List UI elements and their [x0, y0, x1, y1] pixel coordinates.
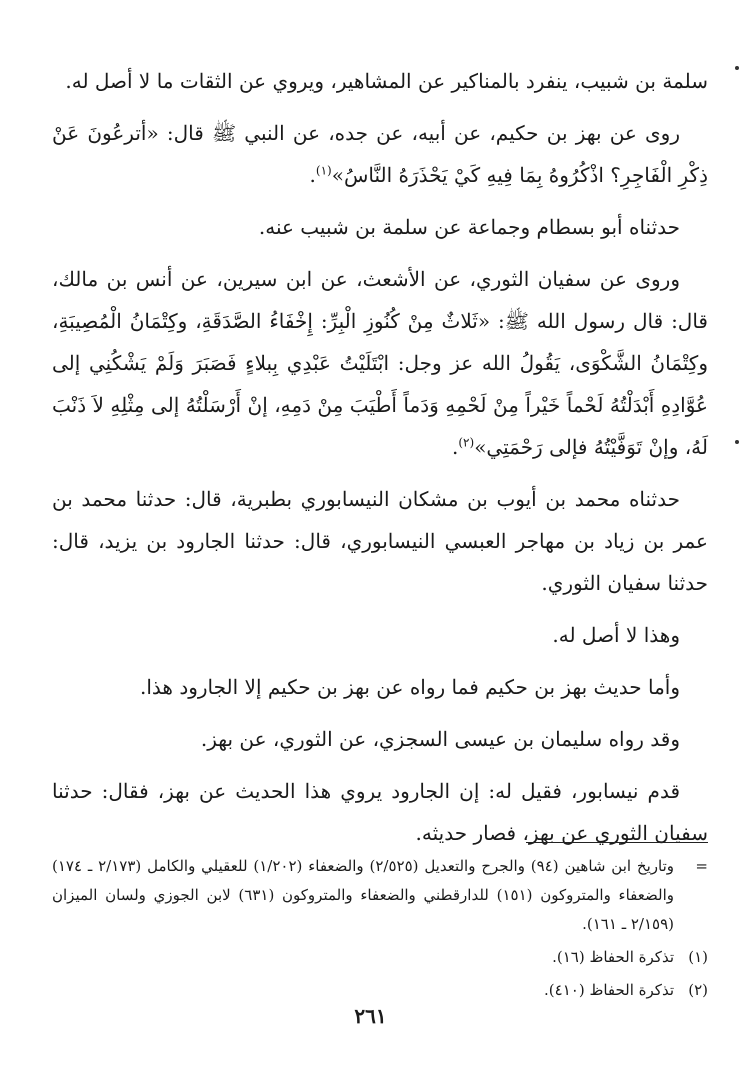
- paragraph-1: سلمة بن شبيب، ينفرد بالمناكير عن المشاهير، ويروي عن الثقات ما لا أصل له.: [65, 69, 708, 93]
- footnote-text: تذكرة الحفاظ (٤١٠).: [544, 981, 674, 999]
- paragraph-3: حدثناه أبو بسطام وجماعة عن سلمة بن شبيب عنه.: [258, 215, 680, 239]
- margin-mark: [735, 440, 739, 444]
- paragraph-8: وقد رواه سليمان بن عيسى السجزي، عن الثوري، عن بهز.: [200, 727, 680, 751]
- footnote-2: [52, 976, 708, 1005]
- footnote-ref-1[interactable]: (١): [315, 163, 332, 178]
- paragraph-5: حدثناه محمد بن أيوب بن مشكان النيسابوري بطبرية، قال: حدثنا محمد بن عمر بن زياد بن مهاجر العبسي النيسابوري، قال: حدثنا الجارود بن يزيد، قال: حدثنا سفيان الثوري.: [52, 487, 708, 595]
- paragraph-4: [52, 258, 708, 468]
- paragraph-2-text: روى عن بهز بن حكيم، عن أبيه، عن جده، عن النبي ﷺ قال: «أترعُونَ عَنْ ذِكْرِ الْفَاجِرِ؟ اذْكُرُوهُ بِمَا فِيهِ كَيْ يَحْذَرَهُ النَّاسُ»: [52, 121, 708, 187]
- footnote-1: [52, 943, 708, 972]
- page-number: ٢٦١: [354, 1004, 387, 1028]
- footnote-mark: (٢): [688, 981, 708, 999]
- footnote-continued: [52, 852, 708, 939]
- paragraph-9: قدم نيسابور، فقيل له: إن الجارود يروي هذا الحديث عن بهز، فقال: حدثنا سفيان الثوري عن بهز، فصار حديثه.: [52, 779, 708, 845]
- footnotes: [52, 852, 708, 1009]
- paragraph-7: وأما حديث بهز بن حكيم فما رواه عن بهز بن حكيم إلا الجارود هذا.: [140, 675, 680, 699]
- margin-mark: [735, 66, 739, 70]
- paragraph-4-text: وروى عن سفيان الثوري، عن الأشعث، عن ابن سيرين، عن أنس بن مالك، قال: قال رسول الله ﷺ: «ثَلاثٌ مِنْ كُنُوزِ الْبِرِّ: إِخْفَاءُ الصَّدَقَةِ، وكِتْمَانُ الْمُصِيبَةِ، وكِتْمَانُ الشَّكْوَى، يَقُولُ الله عز وجل: ابْتَلَيْتُ عَبْدِي بِبلاءٍ فَصَبَرَ وَلَمْ يَشْكُنِي إلى عُوَّادِهِ أَبْدَلْتُهُ لَحْماً خَيْراً مِنْ لَحْمِهِ وَدَماً أَطْيَبَ مِنْ دَمِهِ، إنْ أَرْسَلْتُهُ إلى مِثْلِهِ لاَ ذَنْبَ لَهُ، وإنْ تَوَفَّيْتُهُ فإلى رَحْمَتِي»: [52, 267, 708, 459]
- footnote-mark: =: [695, 857, 708, 875]
- main-text: [52, 60, 708, 864]
- paragraph-2: [52, 112, 708, 196]
- paragraph-4-end: .: [452, 435, 459, 459]
- paragraph-2-end: .: [309, 163, 316, 187]
- footnote-mark: (١): [688, 948, 708, 966]
- footnote-text: تذكرة الحفاظ (١٦).: [552, 948, 674, 966]
- paragraph-6: وهذا لا أصل له.: [552, 623, 680, 647]
- footnote-divider: [526, 842, 708, 843]
- footnote-text: وتاريخ ابن شاهين (٩٤) والجرح والتعديل (٢/٥٢٥) والضعفاء (١/٢٠٢) للعقيلي والكامل (٢/١٧٣ ـ ١٧٤) والضعفاء والمتروكون (١٥١) للدارقطني والضعفاء والمتروكون (٦٣١) لابن الجوزي ولسان الميزان (٢/١٥٩ ـ ١٦١).: [52, 857, 674, 933]
- footnote-ref-2[interactable]: (٢): [458, 435, 475, 450]
